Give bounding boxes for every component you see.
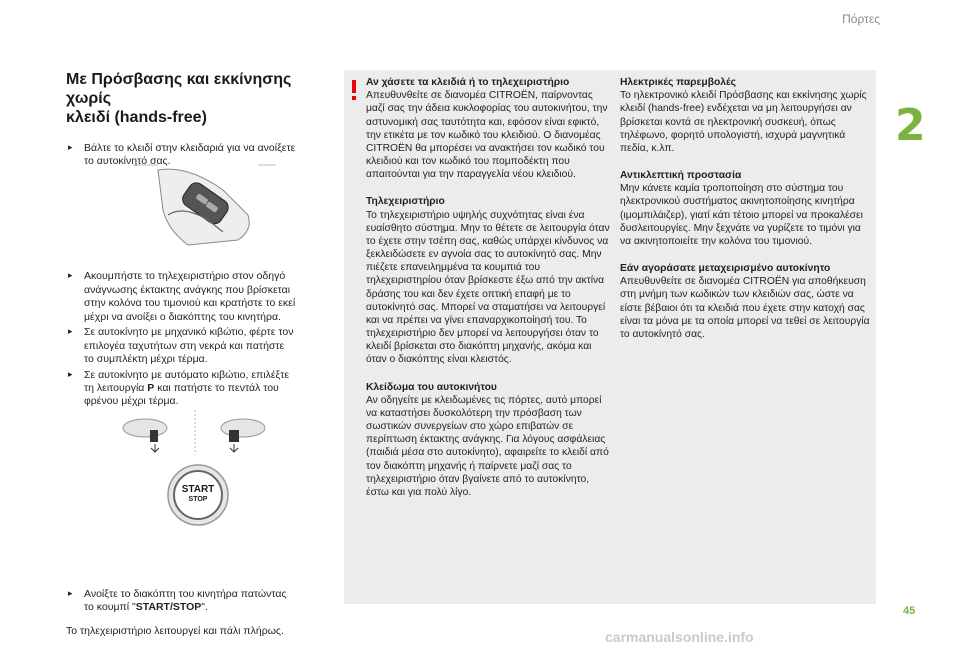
bullet-arrow-icon: ▸ — [68, 141, 73, 152]
pedal-illustration — [115, 410, 275, 455]
start-stop-button-illustration — [166, 463, 230, 527]
page-number: 45 — [903, 605, 916, 617]
info-block-interference: Ηλεκτρικές παρεμβολές Το ηλεκτρονικό κλειδί Πρόσβασης και εκκίνησης χωρίς κλειδί (hands-free) ενδέχεται να μη λειτουργήσει αν βρίσκεται κοντά σε ηλεκτρονική συσκευή, όπως τηλέφωνο, φορητό υπολογιστή, ισχυρά μαγνητικά πεδία, κ.λπ. — [620, 77, 867, 154]
info-right-column — [620, 76, 872, 355]
key-fob-reader-illustration — [128, 160, 278, 248]
bullet-arrow-icon: ▸ — [68, 368, 73, 379]
instruction-step: ▸ Ακουμπήστε το τηλεχειριστήριο στον οδηγό ανάγνωσης έκτακτης ανάγκης που βρίσκεται στην κολόνα του τιμονιού και κρατήστε το εκεί μέχρι να ανοίξει ο διακόπτης του κινητήρα. — [68, 270, 296, 323]
page-title: Με Πρόσβασης και εκκίνησης χωρίς κλειδί (hands-free) — [66, 71, 292, 127]
bullet-arrow-icon: ▸ — [68, 270, 73, 281]
info-block-lost-keys: Αν χάσετε τα κλειδιά ή το τηλεχειριστήριο Απευθυνθείτε σε διανομέα CITROËN, παίρνοντας μαζί σας την άδεια κυκλοφορίας του αυτοκινήτου, την αστυνομική σας ταυτότητα και, εφόσον είναι εφικτό, την ετικέτα με τον κωδικό του κλειδιού. Ο διανομέας CITROËN θα μπορέσει να ανακτήσει τον κωδικό του κλειδιού και τον κωδικό του πομποδέκτη που απαιτούνται για την παραγγελία νέου κλειδιού. — [366, 77, 608, 181]
info-middle-column — [366, 76, 610, 513]
bullet-arrow-icon: ▸ — [68, 326, 73, 337]
start-label: START — [181, 484, 215, 495]
info-block-anti-theft: Αντικλεπτική προστασία Μην κάνετε καμία τροποποίηση στο σύστημα του ηλεκτρονικού συστήματος ακινητοποίησης κινητήρα (ιμομπιλάιζερ), γιατί κάτι τέτοιο μπορεί να προκαλέσει δυσλειτουργίες. Μην ξεχνάτε να γυρίζετε το τιμόνι για να ακινητοποιείτε την κολόνα του τιμονιού. — [620, 170, 863, 247]
info-block-remote: Τηλεχειριστήριο Το τηλεχειριστήριο υψηλής συχνότητας είναι ένα ευαίσθητο σύστημα. Μην το θέτετε σε λειτουργία όταν το έχετε στην τσέπη σας, καθώς υπάρχει κίνδυνος να ξεκλειδώσετε εν αγνοία σας το αυτοκίνητό σας. Μην πιέζετε επανειλημμένα τα κουμπιά του τηλεχειριστηρίου όταν βρίσκεστε έξω από την ακτίνα δράσης του και δεν έχετε οπτική επαφή με το αυτοκίνητό σας. Μπορεί να σταματήσει να λειτουργεί και να πρέπει να γίνει επαναρχικοποίησή του. Το τηλεχειριστήριο δεν μπορεί να λειτουργήσει όταν το κλειδί βρίσκεται στο διακόπτη μηχανής, ακόμα και όταν ο διακόπτης είναι κλειστός. — [366, 196, 610, 366]
info-block-locking: Κλείδωμα του αυτοκινήτου Αν οδηγείτε με κλειδωμένες τις πόρτες, αυτό μπορεί να καταστήσει δυσκολότερη την πρόσβαση των σωστικών συνεργείων στο χώρο επιβατών σε περίπτωση έκτακτης ανάγκης. Για λόγους ασφάλειας (παιδιά μέσα στο αυτοκίνητο), αφαιρείτε το κλειδί από τον διακόπτη μηχανής ή παίρνετε μαζί σας το τηλεχειριστήριο όταν βγαίνετε από το αυτοκίνητο, έστω και για πολύ λίγο. — [366, 381, 609, 498]
chapter-number: 2 — [895, 100, 926, 151]
stop-label: STOP — [188, 496, 208, 503]
instruction-step: ▸ Βάλτε το κλειδί στην κλειδαριά για να ανοίξετε το αυτοκίνητό σας. — [68, 141, 296, 167]
bullet-arrow-icon: ▸ — [68, 587, 73, 598]
left-column — [66, 70, 296, 638]
start-stop-ring-icon — [166, 463, 230, 527]
watermark: carmanualsonline.info — [605, 629, 754, 645]
instruction-step: ▸ Σε αυτοκίνητο με αυτόματο κιβώτιο, επιλέξτε τη λειτουργία P και πατήστε το πεντάλ του φρένου μέχρι τέρμα. — [68, 368, 290, 408]
warning-exclamation-icon — [350, 80, 358, 102]
info-block-used-car: Εάν αγοράσατε μεταχειρισμένο αυτοκίνητο Απευθυνθείτε σε διανομέα CITROËN για αποθήκευση στη μνήμη των κωδικών των κλειδιών σας, ώστε να είστε βέβαιοι ότι τα κλειδιά που έχετε στην κατοχή σας είναι τα μόνα με τα οποία μπορεί να τεθεί σε λειτουργία το αυτοκίνητό σας. — [620, 263, 870, 340]
final-note: Το τηλεχειριστήριο λειτουργεί και πάλι πλήρως. — [66, 624, 284, 637]
header-section-title: Πόρτες — [842, 12, 880, 26]
instruction-step: ▸ Σε αυτοκίνητο με μηχανικό κιβώτιο, φέρτε τον επιλογέα ταχυτήτων στη νεκρά και πατήστε το συμπλέκτη μέχρι τέρμα. — [68, 326, 294, 366]
instruction-step: ▸ Ανοίξτε το διακόπτη του κινητήρα πατώντας το κουμπί "START/STOP". — [68, 587, 287, 614]
